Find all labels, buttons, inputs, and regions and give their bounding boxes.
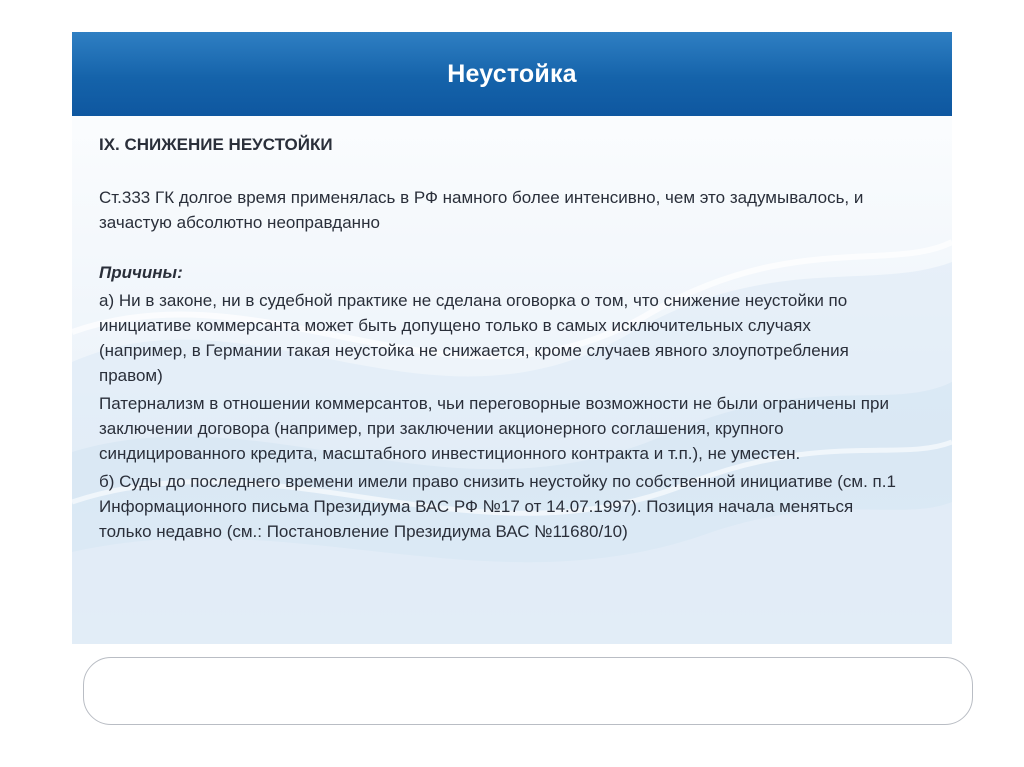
reason-a-paragraph: а) Ни в законе, ни в судебной практике не сделана оговорка о том, что снижение неустойки по инициативе коммерсанта может быть допущено только в самых исключительных случаях (например, в Германии такая неустойка не снижается, кроме случаев явного злоупотребления правом) bbox=[99, 291, 849, 385]
intro-paragraph: Ст.333 ГК долгое время применялась в РФ намного более интенсивно, чем это задумывалось, и зачастую абсолютно неоправданно bbox=[99, 188, 864, 232]
title-bar bbox=[72, 32, 952, 116]
slide-content bbox=[99, 132, 899, 544]
slide bbox=[72, 32, 952, 644]
footer-box bbox=[83, 657, 973, 725]
reason-b-paragraph: б) Суды до последнего времени имели право снизить неустойку по собственной инициативе (см. п.1 Информационного письма Президиума ВАС РФ №17 от 14.07.1997). Позиция начала меняться только недавно (см.: Постановление Президиума ВАС №11680/10) bbox=[99, 472, 896, 541]
paternalism-paragraph: Патернализм в отношении коммерсантов, чьи переговорные возможности не были ограничены при заключении договора (например, при заключении акционерного соглашения, крупного синдицированного кредита, масштабного инвестиционного контракта и т.п.), не уместен. bbox=[99, 394, 889, 463]
slide-title: Неустойка bbox=[447, 59, 577, 88]
section-heading: IX. СНИЖЕНИЕ НЕУСТОЙКИ bbox=[99, 135, 333, 154]
reasons-heading: Причины: bbox=[99, 263, 183, 282]
